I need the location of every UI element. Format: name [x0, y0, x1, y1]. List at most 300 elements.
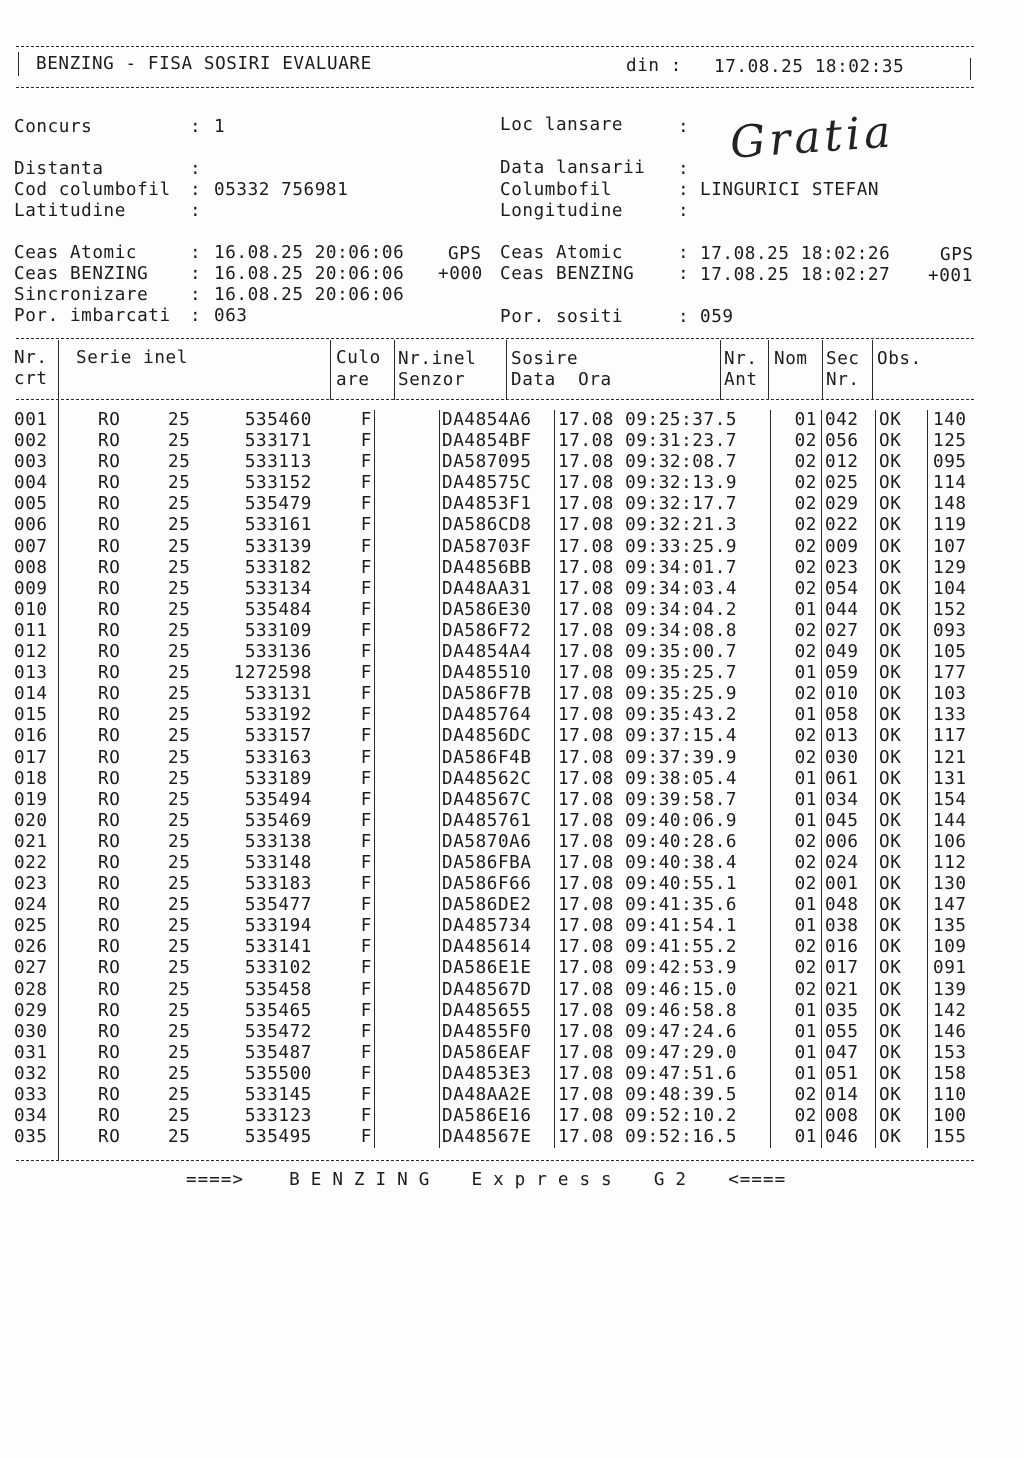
- cell-sosire: 17.08 09:35:25.9: [555, 684, 771, 705]
- cell-serie-inel: [58, 642, 375, 663]
- ring-year: 25: [168, 895, 191, 916]
- cell-culoare: [375, 895, 440, 916]
- ceas-benzing-left-offset: +000: [438, 264, 483, 284]
- cell-antena: 01: [771, 663, 822, 684]
- table-row: [14, 958, 989, 979]
- ring-sex: F: [360, 1127, 372, 1148]
- cell-serie-inel: [58, 832, 375, 853]
- cell-nr-crt: 026: [14, 937, 48, 958]
- cell-sosire: 17.08 09:41:35.6: [555, 895, 771, 916]
- ring-year: 25: [168, 958, 191, 979]
- cell-antena: 01: [771, 1022, 822, 1043]
- columbofil-value: LINGURICI STEFAN: [700, 180, 880, 200]
- ring-sex: F: [360, 431, 372, 452]
- cell-obs: 130: [928, 874, 990, 895]
- cell-senzor: DA4853F1: [440, 494, 555, 515]
- cell-sec: OK: [876, 705, 928, 726]
- table-row: [14, 874, 989, 895]
- cell-serie-inel: [58, 1127, 375, 1148]
- table-row: [14, 937, 989, 958]
- cell-sosire: 17.08 09:40:38.4: [555, 853, 771, 874]
- cell-nom: 045: [822, 811, 876, 832]
- ring-sex: F: [360, 810, 372, 831]
- cell-sosire: 17.08 09:40:55.1: [555, 874, 771, 895]
- cell-antena: 01: [771, 705, 822, 726]
- ring-year: 25: [168, 642, 191, 663]
- cell-serie-inel: [58, 895, 375, 916]
- ring-country: RO: [98, 578, 121, 599]
- cell-obs: 109: [928, 937, 990, 958]
- cell-obs: 154: [928, 790, 990, 811]
- cell-sosire: 17.08 09:34:03.4: [555, 579, 771, 600]
- cell-antena: 01: [771, 410, 822, 431]
- ring-year: 25: [168, 494, 191, 515]
- cell-sosire: 17.08 09:32:21.3: [555, 515, 771, 536]
- cell-antena: 01: [771, 600, 822, 621]
- footer-arrow-left: ====>: [186, 1170, 244, 1190]
- cell-sosire: 17.08 09:32:17.7: [555, 494, 771, 515]
- cell-serie-inel: [58, 958, 375, 979]
- ring-number: 535500: [244, 1063, 312, 1084]
- cell-sec: OK: [876, 1043, 928, 1064]
- cell-nom: 030: [822, 748, 876, 769]
- table-row: [14, 1064, 989, 1085]
- cell-culoare: [375, 958, 440, 979]
- header-left-bar: [18, 52, 19, 76]
- ring-sex: F: [360, 895, 372, 916]
- cell-sosire: 17.08 09:48:39.5: [555, 1085, 771, 1106]
- ring-sex: F: [360, 768, 372, 789]
- ring-country: RO: [98, 852, 121, 873]
- cell-sosire: 17.08 09:42:53.9: [555, 958, 771, 979]
- ring-number: 535460: [244, 410, 312, 430]
- ring-number: 533131: [244, 684, 312, 705]
- cell-nr-crt: 017: [14, 747, 48, 768]
- cell-obs: 147: [928, 895, 990, 916]
- ring-sex: F: [360, 1085, 372, 1105]
- cell-obs: 117: [928, 726, 990, 747]
- cell-nr-crt: 034: [14, 1106, 48, 1127]
- cell-obs: 152: [928, 600, 990, 621]
- cell-serie-inel: [58, 726, 375, 747]
- cell-sec: OK: [876, 1127, 928, 1148]
- cell-antena: 02: [771, 980, 822, 1001]
- col-sep-ant-h: [720, 340, 721, 400]
- cell-senzor: DA58703F: [440, 537, 555, 558]
- ceas-atomic-label-right: Ceas Atomic: [500, 243, 624, 263]
- table-row: [14, 473, 989, 494]
- ring-country: RO: [98, 747, 121, 768]
- cell-senzor: DA5870A6: [440, 832, 555, 853]
- ring-country: RO: [98, 473, 121, 494]
- ring-sex: F: [360, 410, 372, 430]
- cell-serie-inel: [58, 1064, 375, 1085]
- ring-sex: F: [360, 747, 372, 768]
- ring-year: 25: [168, 916, 191, 937]
- cell-senzor: DA4854A6: [440, 410, 555, 431]
- header-right-bar: [970, 58, 971, 80]
- cell-serie-inel: [58, 937, 375, 958]
- longitudine-label: Longitudine: [500, 201, 624, 221]
- cell-obs: 139: [928, 980, 990, 1001]
- ring-country: RO: [98, 810, 121, 831]
- cell-culoare: [375, 853, 440, 874]
- ring-sex: F: [360, 937, 372, 958]
- cell-sec: OK: [876, 558, 928, 579]
- ring-number: 1272598: [233, 663, 312, 684]
- cell-nom: 061: [822, 769, 876, 790]
- cell-nr-crt: 004: [14, 473, 48, 494]
- cell-serie-inel: [58, 790, 375, 811]
- cell-sec: OK: [876, 874, 928, 895]
- table-row: [14, 853, 989, 874]
- cell-sec: OK: [876, 473, 928, 494]
- cell-sec: OK: [876, 853, 928, 874]
- cell-serie-inel: [58, 980, 375, 1001]
- cell-sosire: 17.08 09:34:08.8: [555, 621, 771, 642]
- cell-nom: 017: [822, 958, 876, 979]
- cell-nr-crt: 030: [14, 1021, 48, 1042]
- table-row: [14, 431, 989, 452]
- cell-serie-inel: [58, 663, 375, 684]
- th-serie-inel: Serie inel: [76, 348, 188, 368]
- cell-serie-inel: [58, 874, 375, 895]
- cell-culoare: [375, 558, 440, 579]
- cell-senzor: DA586EAF: [440, 1043, 555, 1064]
- cell-serie-inel: [58, 1043, 375, 1064]
- cell-sec: OK: [876, 579, 928, 600]
- cell-antena: 02: [771, 452, 822, 473]
- ring-sex: F: [360, 705, 372, 726]
- ring-country: RO: [98, 642, 121, 663]
- cell-nom: 013: [822, 726, 876, 747]
- cell-antena: 02: [771, 579, 822, 600]
- ceas-benzing-right-offset: +001: [928, 266, 973, 286]
- ring-number: 533194: [244, 916, 312, 937]
- cod-columbofil-value: 05332 756981: [214, 180, 349, 200]
- ring-country: RO: [98, 958, 121, 979]
- cell-senzor: DA586F66: [440, 874, 555, 895]
- cell-obs: 105: [928, 642, 990, 663]
- table-row: [14, 494, 989, 515]
- ring-number: 535458: [244, 979, 312, 1000]
- th-sec-nr: Nr.: [826, 370, 860, 390]
- cell-nr-crt: 024: [14, 895, 48, 916]
- cell-serie-inel: [58, 452, 375, 473]
- cell-nom: 047: [822, 1043, 876, 1064]
- ring-sex: F: [360, 789, 372, 810]
- cell-sosire: 17.08 09:52:10.2: [555, 1106, 771, 1127]
- cell-nr-crt: 021: [14, 831, 48, 852]
- table-row: [14, 558, 989, 579]
- cell-culoare: [375, 515, 440, 536]
- cell-antena: 01: [771, 769, 822, 790]
- ring-year: 25: [168, 747, 191, 768]
- ring-country: RO: [98, 705, 121, 726]
- table-row: [14, 642, 989, 663]
- cell-sec: OK: [876, 684, 928, 705]
- ring-year: 25: [168, 979, 191, 1000]
- cell-nom: 038: [822, 916, 876, 937]
- cell-obs: 106: [928, 832, 990, 853]
- ring-year: 25: [168, 1000, 191, 1021]
- cell-serie-inel: [58, 705, 375, 726]
- cell-serie-inel: [58, 684, 375, 705]
- cell-sosire: 17.08 09:32:13.9: [555, 473, 771, 494]
- table-row: [14, 832, 989, 853]
- ring-country: RO: [98, 874, 121, 895]
- table-row: [14, 1001, 989, 1022]
- ring-sex: F: [360, 494, 372, 515]
- ring-sex: F: [360, 1106, 372, 1127]
- cell-obs: 133: [928, 705, 990, 726]
- ring-year: 25: [168, 1106, 191, 1127]
- ring-sex: F: [360, 557, 372, 578]
- ring-year: 25: [168, 663, 191, 684]
- cell-culoare: [375, 748, 440, 769]
- ring-country: RO: [98, 536, 121, 557]
- cell-culoare: [375, 937, 440, 958]
- cell-obs: 107: [928, 537, 990, 558]
- table-row: [14, 980, 989, 1001]
- cell-antena: 02: [771, 537, 822, 558]
- footer-product: Express: [471, 1170, 623, 1190]
- cell-nom: 059: [822, 663, 876, 684]
- cell-culoare: [375, 642, 440, 663]
- cell-nom: 023: [822, 558, 876, 579]
- cell-culoare: [375, 684, 440, 705]
- cell-serie-inel: [58, 410, 375, 431]
- cell-senzor: DA48562C: [440, 769, 555, 790]
- cell-nr-crt: 016: [14, 726, 48, 747]
- ring-number: 533138: [244, 831, 312, 852]
- ring-year: 25: [168, 810, 191, 831]
- cell-culoare: [375, 452, 440, 473]
- ring-number: 533139: [244, 536, 312, 557]
- ring-year: 25: [168, 557, 191, 578]
- cell-senzor: DA485761: [440, 811, 555, 832]
- ring-year: 25: [168, 578, 191, 599]
- cell-culoare: [375, 1085, 440, 1106]
- cell-nr-crt: 013: [14, 663, 48, 684]
- ring-sex: F: [360, 578, 372, 599]
- ring-sex: F: [360, 1042, 372, 1063]
- cell-nr-crt: 009: [14, 578, 48, 599]
- cell-sosire: 17.08 09:46:15.0: [555, 980, 771, 1001]
- ring-country: RO: [98, 789, 121, 810]
- col-sep-senz-h: [394, 340, 395, 400]
- th-nom: Nom: [774, 349, 808, 369]
- ring-year: 25: [168, 536, 191, 557]
- ring-number: 533109: [244, 620, 312, 641]
- ring-number: 535484: [244, 599, 312, 620]
- cell-sosire: 17.08 09:35:25.7: [555, 663, 771, 684]
- cell-nom: 048: [822, 895, 876, 916]
- cell-sosire: 17.08 09:47:51.6: [555, 1064, 771, 1085]
- cell-senzor: DA485655: [440, 1001, 555, 1022]
- cell-senzor: DA4853E3: [440, 1064, 555, 1085]
- ring-year: 25: [168, 599, 191, 620]
- cell-senzor: DA48AA31: [440, 579, 555, 600]
- distanta-label: Distanta: [14, 159, 104, 179]
- cell-sosire: 17.08 09:40:28.6: [555, 832, 771, 853]
- cell-obs: 093: [928, 621, 990, 642]
- cell-nom: 008: [822, 1106, 876, 1127]
- ring-year: 25: [168, 473, 191, 494]
- cell-serie-inel: [58, 494, 375, 515]
- cell-nr-crt: 035: [14, 1127, 48, 1148]
- table-row: [14, 895, 989, 916]
- footer-brand: BENZING: [289, 1170, 441, 1190]
- cell-sosire: 17.08 09:40:06.9: [555, 811, 771, 832]
- ring-country: RO: [98, 1127, 121, 1148]
- cell-culoare: [375, 705, 440, 726]
- cell-obs: 131: [928, 769, 990, 790]
- ring-country: RO: [98, 937, 121, 958]
- cell-culoare: [375, 537, 440, 558]
- arrivals-table: [14, 410, 989, 1148]
- col-sep-sos-h: [506, 340, 507, 400]
- cell-sec: OK: [876, 748, 928, 769]
- ring-number: 533163: [244, 747, 312, 768]
- cell-antena: 01: [771, 916, 822, 937]
- cell-nr-crt: 022: [14, 852, 48, 873]
- cell-sec: OK: [876, 642, 928, 663]
- cell-serie-inel: [58, 558, 375, 579]
- cell-obs: 177: [928, 663, 990, 684]
- cell-antena: 02: [771, 874, 822, 895]
- cell-nom: 042: [822, 410, 876, 431]
- table-header-rule: [16, 399, 974, 400]
- ceas-atomic-left-src: GPS: [448, 244, 482, 264]
- ring-country: RO: [98, 620, 121, 641]
- ring-country: RO: [98, 410, 121, 430]
- cell-nr-crt: 006: [14, 515, 48, 536]
- ring-number: 533192: [244, 705, 312, 726]
- cell-sec: OK: [876, 958, 928, 979]
- cod-columbofil-label: Cod columbofil: [14, 180, 171, 200]
- ceas-benzing-label-left: Ceas BENZING: [14, 264, 149, 284]
- cell-sosire: 17.08 09:41:54.1: [555, 916, 771, 937]
- sositi-value: 059: [700, 307, 734, 327]
- ceas-benzing-left: 16.08.25 20:06:06: [214, 264, 405, 284]
- cell-sec: OK: [876, 410, 928, 431]
- ring-year: 25: [168, 1127, 191, 1148]
- cell-obs: 140: [928, 410, 990, 431]
- ring-number: 533141: [244, 937, 312, 958]
- cell-sosire: 17.08 09:47:24.6: [555, 1022, 771, 1043]
- cell-nr-crt: 003: [14, 452, 48, 473]
- ring-year: 25: [168, 831, 191, 852]
- cell-obs: 095: [928, 452, 990, 473]
- cell-antena: 02: [771, 958, 822, 979]
- concurs-label: Concurs: [14, 117, 93, 137]
- footer-banner: [186, 1170, 786, 1190]
- cell-antena: 02: [771, 937, 822, 958]
- cell-obs: 144: [928, 811, 990, 832]
- ring-sex: F: [360, 515, 372, 536]
- ring-year: 25: [168, 431, 191, 452]
- ring-sex: F: [360, 831, 372, 852]
- th-obs: Obs.: [877, 349, 922, 369]
- table-row: [14, 515, 989, 536]
- cell-senzor: DA586CD8: [440, 515, 555, 536]
- cell-obs: 125: [928, 431, 990, 452]
- cell-sec: OK: [876, 769, 928, 790]
- cell-senzor: DA586E30: [440, 600, 555, 621]
- ring-year: 25: [168, 789, 191, 810]
- ring-sex: F: [360, 726, 372, 747]
- ring-number: 533102: [244, 958, 312, 979]
- table-row: [14, 811, 989, 832]
- cell-culoare: [375, 980, 440, 1001]
- cell-sosire: 17.08 09:37:15.4: [555, 726, 771, 747]
- ring-year: 25: [168, 515, 191, 536]
- ring-country: RO: [98, 1021, 121, 1042]
- cell-obs: 103: [928, 684, 990, 705]
- cell-nom: 010: [822, 684, 876, 705]
- th-sec: Sec: [826, 349, 860, 369]
- loc-lansare-handwritten: Gratia: [728, 106, 896, 169]
- ring-country: RO: [98, 557, 121, 578]
- cell-serie-inel: [58, 1106, 375, 1127]
- cell-senzor: DA485614: [440, 937, 555, 958]
- cell-sec: OK: [876, 621, 928, 642]
- header-bottom-rule: [16, 87, 974, 88]
- cell-serie-inel: [58, 769, 375, 790]
- ceas-atomic-left: 16.08.25 20:06:06: [214, 243, 405, 263]
- cell-serie-inel: [58, 916, 375, 937]
- ring-number: 533171: [244, 431, 312, 452]
- cell-sec: OK: [876, 1085, 928, 1106]
- cell-serie-inel: [58, 600, 375, 621]
- cell-antena: 02: [771, 642, 822, 663]
- cell-antena: 02: [771, 515, 822, 536]
- cell-serie-inel: [58, 515, 375, 536]
- ring-country: RO: [98, 1000, 121, 1021]
- cell-antena: 02: [771, 558, 822, 579]
- cell-serie-inel: [58, 811, 375, 832]
- cell-antena: 02: [771, 1106, 822, 1127]
- cell-sosire: 17.08 09:32:08.7: [555, 452, 771, 473]
- cell-sec: OK: [876, 1001, 928, 1022]
- ring-year: 25: [168, 705, 191, 726]
- cell-sec: OK: [876, 537, 928, 558]
- cell-sosire: 17.08 09:39:58.7: [555, 790, 771, 811]
- cell-obs: 129: [928, 558, 990, 579]
- ring-country: RO: [98, 1106, 121, 1127]
- cell-nom: 056: [822, 431, 876, 452]
- table-row: [14, 410, 989, 431]
- cell-sosire: 17.08 09:31:23.7: [555, 431, 771, 452]
- cell-nom: 006: [822, 832, 876, 853]
- cell-nom: 046: [822, 1127, 876, 1148]
- table-row: [14, 452, 989, 473]
- imbarcati-label: Por. imbarcati: [14, 306, 171, 326]
- cell-obs: 155: [928, 1127, 990, 1148]
- ring-country: RO: [98, 663, 121, 684]
- table-row: [14, 537, 989, 558]
- ring-year: 25: [168, 620, 191, 641]
- cell-culoare: [375, 916, 440, 937]
- cell-culoare: [375, 726, 440, 747]
- arrivals-table-body: [14, 410, 989, 1148]
- cell-nr-crt: 015: [14, 705, 48, 726]
- cell-nom: 024: [822, 853, 876, 874]
- ring-year: 25: [168, 768, 191, 789]
- cell-sec: OK: [876, 726, 928, 747]
- cell-obs: 146: [928, 1022, 990, 1043]
